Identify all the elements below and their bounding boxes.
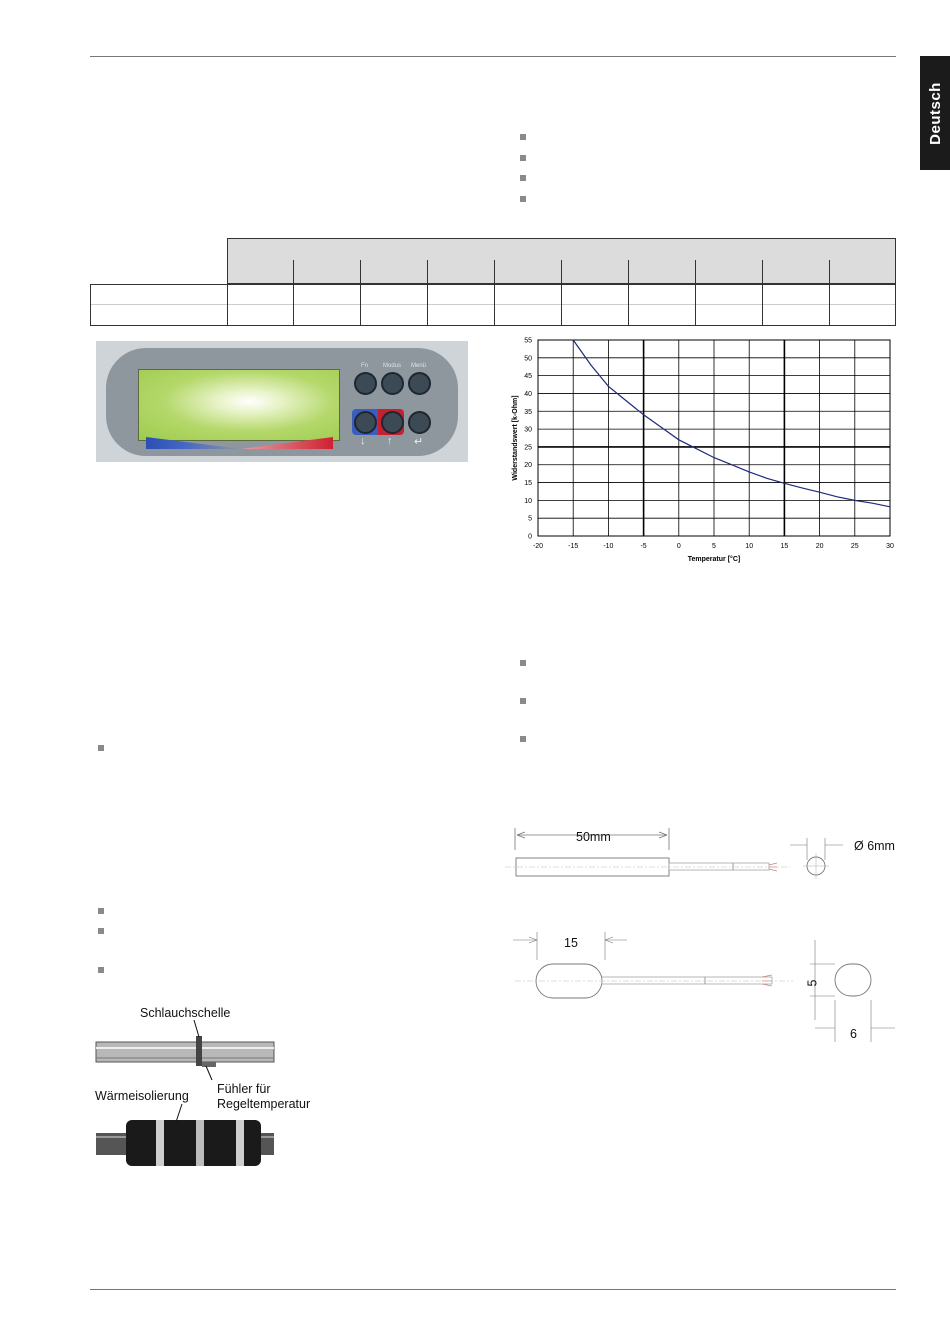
bullet-marker [98, 745, 104, 751]
y-tick-label: 25 [524, 444, 532, 452]
sensor-element [202, 1062, 216, 1067]
x-tick-label: 0 [676, 543, 681, 550]
y-tick-label: 55 [524, 337, 532, 345]
top-rule [90, 56, 896, 57]
up-button[interactable] [381, 411, 404, 434]
table-col-divider [762, 260, 763, 326]
x-tick-label: -20 [532, 543, 544, 550]
y-tick-label: 5 [528, 515, 532, 523]
table-col-divider [695, 260, 696, 326]
bullet-marker [520, 134, 526, 140]
diameter-dimension-label: Ø 6mm [854, 839, 895, 853]
bullet-marker [98, 908, 104, 914]
y-tick-label: 35 [524, 408, 532, 416]
mode-button-label: Modus [383, 363, 402, 369]
bullet-marker [520, 175, 526, 181]
down-button[interactable] [354, 411, 377, 434]
bottom-rule [90, 1289, 896, 1290]
y-tick-label: 15 [524, 480, 532, 488]
bullet-marker [520, 155, 526, 161]
resistance-table [90, 238, 896, 326]
x-tick-label: -5 [640, 543, 647, 550]
table-col-divider [427, 260, 428, 326]
table-col-divider [829, 260, 830, 326]
x-tick-label: 30 [886, 543, 894, 550]
lcd-screen [138, 369, 340, 441]
x-axis-label: Temperatur [°C] [687, 556, 741, 563]
bullet-marker [520, 196, 526, 202]
bullet-marker [98, 967, 104, 973]
table-col-divider [293, 260, 294, 326]
x-tick-label: 25 [850, 543, 859, 550]
flat-length-dimension-label: 15 [564, 936, 578, 950]
y-tick-label: 40 [524, 390, 532, 398]
y-tick-label: 30 [524, 426, 532, 434]
upper-pipe [96, 1042, 274, 1062]
table-body [90, 284, 896, 326]
insulation-label: Wärmeisolierung [95, 1089, 189, 1103]
bullet-marker [520, 660, 526, 666]
arrow-down-icon: ↓ [360, 435, 366, 447]
table-col-divider [561, 260, 562, 326]
bullet-marker [98, 928, 104, 934]
x-tick-label: 10 [745, 543, 754, 550]
hose-clamp [196, 1036, 202, 1066]
enter-icon: ↵ [414, 436, 424, 448]
flat-width-dimension-label: 6 [850, 1027, 857, 1041]
language-tab-label: Deutsch [926, 81, 944, 145]
x-tick-label: -10 [603, 543, 614, 550]
y-tick-label: 10 [524, 497, 532, 505]
table-col-divider [227, 284, 228, 326]
table-col-divider [628, 260, 629, 326]
bullet-marker [520, 736, 526, 742]
x-tick-label: -15 [568, 543, 579, 550]
flat-height-dimension-label: 5 [805, 979, 820, 987]
table-col-divider [360, 260, 361, 326]
mode-button[interactable] [381, 372, 404, 395]
language-tab[interactable] [920, 56, 950, 170]
enter-button[interactable] [408, 411, 431, 434]
y-tick-label: 0 [528, 533, 532, 541]
fn-button-label: Fn [361, 363, 369, 369]
menu-button-label: Menü [411, 363, 427, 369]
control-panel-photo [96, 341, 468, 462]
y-tick-label: 50 [524, 355, 532, 363]
y-tick-label: 45 [524, 373, 532, 381]
round-sensor-drawing [505, 828, 843, 879]
x-tick-label: 15 [780, 543, 789, 550]
sensor-label: Fühler für Regeltemperatur [217, 1082, 311, 1111]
resistance-temperature-chart [505, 333, 900, 573]
arrow-up-icon: ↑ [387, 435, 393, 447]
table-col-divider [494, 260, 495, 326]
bullet-marker [520, 698, 526, 704]
length-dimension-label: 50mm [576, 830, 611, 844]
x-tick-label: 5 [712, 543, 716, 550]
y-axis-label: Widerstandswert [k-Ohm] [512, 395, 519, 481]
menu-button[interactable] [408, 372, 431, 395]
hose-clamp-label: Schlauchschelle [140, 1006, 231, 1020]
y-tick-label: 20 [524, 462, 532, 470]
x-tick-label: 20 [815, 543, 824, 550]
table-row-divider [91, 304, 895, 305]
fn-button[interactable] [354, 372, 377, 395]
